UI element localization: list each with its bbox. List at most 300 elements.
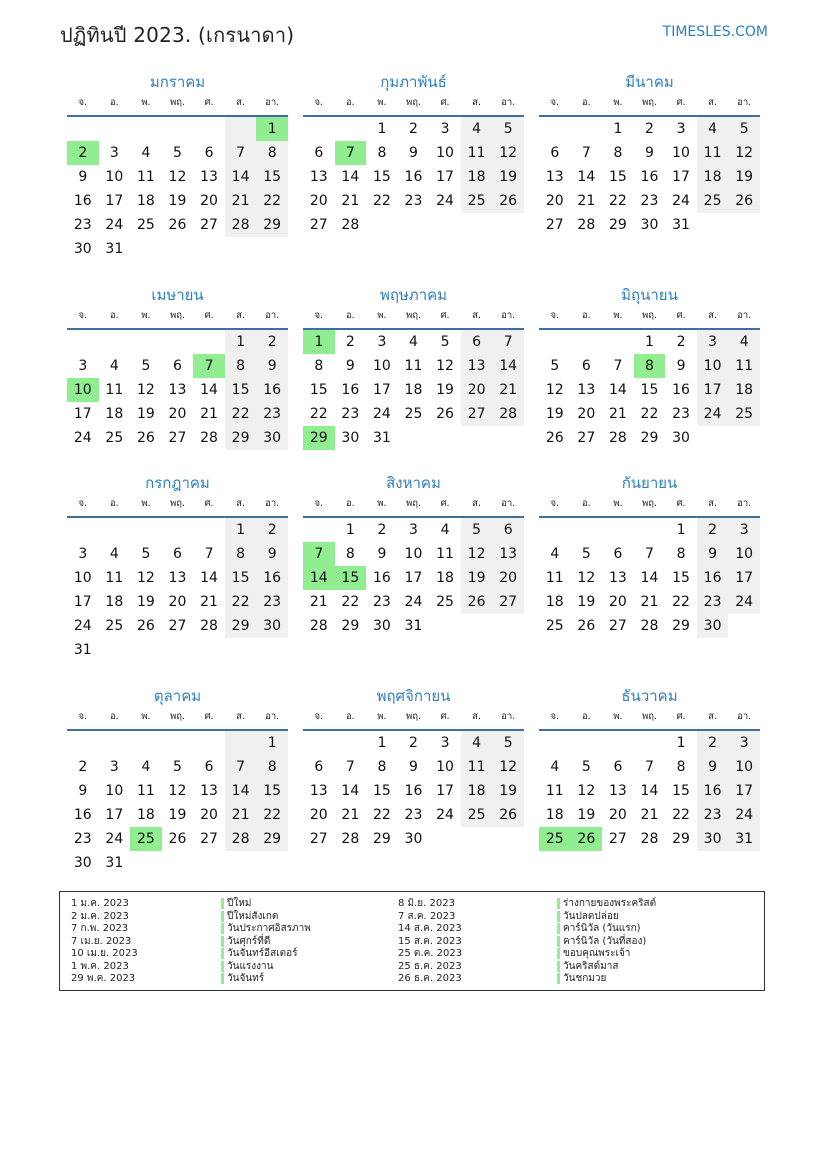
day-cell[interactable]: 21 <box>341 193 360 209</box>
day-cell[interactable]: 12 <box>168 783 187 799</box>
day-cell[interactable]: 26 <box>728 189 760 213</box>
day-cell[interactable]: 24 <box>372 406 391 422</box>
day-cell[interactable]: 10 <box>672 145 690 161</box>
day-cell[interactable]: 13 <box>577 382 596 398</box>
day-cell[interactable]: 22 <box>372 193 391 209</box>
day-cell[interactable]: 27 <box>577 430 596 446</box>
day-cell[interactable]: 24 <box>672 193 690 209</box>
day-cell[interactable]: 29 <box>672 831 690 847</box>
day-cell[interactable]: 22 <box>341 594 360 610</box>
day-cell[interactable]: 4 <box>461 731 493 755</box>
day-cell[interactable]: 25 <box>105 430 124 446</box>
day-cell[interactable]: 22 <box>225 402 257 426</box>
day-cell[interactable]: 24 <box>436 807 454 823</box>
day-cell[interactable]: 7 <box>581 145 591 161</box>
day-cell[interactable]: 24 <box>728 590 760 614</box>
day-cell[interactable]: 8 <box>377 145 387 161</box>
day-cell[interactable]: 9 <box>78 169 88 185</box>
day-cell[interactable]: 16 <box>404 783 423 799</box>
day-cell[interactable]: 17 <box>697 378 729 402</box>
day-cell[interactable]: 9 <box>256 542 288 566</box>
day-cell[interactable]: 1 <box>225 518 257 542</box>
day-cell[interactable]: 7 <box>193 354 225 378</box>
day-cell[interactable]: 10 <box>105 169 124 185</box>
day-cell[interactable]: 3 <box>440 735 450 751</box>
day-cell[interactable]: 20 <box>309 193 328 209</box>
day-cell[interactable]: 5 <box>550 358 560 374</box>
day-cell[interactable]: 20 <box>461 378 493 402</box>
day-cell[interactable]: 1 <box>345 522 355 538</box>
day-cell[interactable]: 2 <box>78 759 88 775</box>
day-cell[interactable]: 27 <box>608 618 627 634</box>
day-cell[interactable]: 17 <box>728 779 760 803</box>
day-cell[interactable]: 19 <box>461 566 493 590</box>
day-cell[interactable]: 10 <box>73 570 92 586</box>
day-cell[interactable]: 11 <box>136 783 155 799</box>
day-cell[interactable]: 2 <box>256 518 288 542</box>
day-cell[interactable]: 3 <box>109 759 119 775</box>
day-cell[interactable]: 7 <box>613 358 623 374</box>
day-cell[interactable]: 13 <box>200 169 218 185</box>
day-cell[interactable]: 25 <box>461 803 493 827</box>
day-cell[interactable]: 31 <box>672 217 690 233</box>
day-cell[interactable]: 16 <box>672 382 690 398</box>
day-cell[interactable]: 1 <box>256 731 288 755</box>
day-cell[interactable]: 2 <box>676 334 686 350</box>
day-cell[interactable]: 27 <box>200 831 218 847</box>
day-cell[interactable]: 25 <box>461 189 493 213</box>
day-cell[interactable]: 22 <box>640 406 659 422</box>
day-cell[interactable]: 7 <box>492 330 524 354</box>
day-cell[interactable]: 30 <box>341 430 360 446</box>
day-cell[interactable]: 27 <box>461 402 493 426</box>
day-cell[interactable]: 22 <box>256 803 288 827</box>
day-cell[interactable]: 26 <box>492 803 524 827</box>
day-cell[interactable]: 10 <box>436 759 454 775</box>
day-cell[interactable]: 15 <box>672 570 690 586</box>
day-cell[interactable]: 10 <box>105 783 124 799</box>
day-cell[interactable]: 8 <box>676 759 686 775</box>
day-cell[interactable]: 21 <box>577 193 596 209</box>
day-cell[interactable]: 2 <box>409 735 418 751</box>
day-cell[interactable]: 11 <box>105 382 124 398</box>
day-cell[interactable]: 5 <box>492 117 524 141</box>
day-cell[interactable]: 18 <box>461 779 493 803</box>
day-cell[interactable]: 22 <box>309 406 328 422</box>
day-cell[interactable]: 5 <box>173 759 182 775</box>
day-cell[interactable]: 19 <box>492 165 524 189</box>
day-cell[interactable]: 6 <box>613 759 623 775</box>
day-cell[interactable]: 30 <box>73 855 92 871</box>
day-cell[interactable]: 5 <box>581 759 591 775</box>
day-cell[interactable]: 4 <box>728 330 760 354</box>
day-cell[interactable]: 14 <box>225 165 257 189</box>
day-cell[interactable]: 30 <box>73 241 92 257</box>
day-cell[interactable]: 29 <box>303 426 335 450</box>
day-cell[interactable]: 29 <box>640 430 659 446</box>
day-cell[interactable]: 1 <box>676 735 686 751</box>
day-cell[interactable]: 21 <box>492 378 524 402</box>
day-cell[interactable]: 19 <box>728 165 760 189</box>
day-cell[interactable]: 10 <box>728 755 760 779</box>
day-cell[interactable]: 14 <box>640 570 659 586</box>
day-cell[interactable]: 17 <box>672 169 690 185</box>
day-cell[interactable]: 28 <box>640 618 659 634</box>
day-cell[interactable]: 20 <box>608 807 627 823</box>
day-cell[interactable]: 11 <box>545 570 564 586</box>
day-cell[interactable]: 19 <box>577 594 596 610</box>
day-cell[interactable]: 1 <box>377 735 387 751</box>
day-cell[interactable]: 2 <box>697 518 729 542</box>
day-cell[interactable]: 21 <box>200 406 218 422</box>
day-cell[interactable]: 18 <box>436 570 454 586</box>
day-cell[interactable]: 24 <box>697 402 729 426</box>
day-cell[interactable]: 29 <box>256 213 288 237</box>
day-cell[interactable]: 17 <box>436 169 454 185</box>
site-link[interactable]: TIMESLES.COM <box>662 24 768 40</box>
day-cell[interactable]: 9 <box>377 546 387 562</box>
day-cell[interactable]: 6 <box>550 145 560 161</box>
day-cell[interactable]: 3 <box>728 731 760 755</box>
day-cell[interactable]: 15 <box>225 378 257 402</box>
day-cell[interactable]: 27 <box>168 430 187 446</box>
day-cell[interactable]: 9 <box>645 145 654 161</box>
day-cell[interactable]: 5 <box>728 117 760 141</box>
day-cell[interactable]: 23 <box>341 406 360 422</box>
day-cell[interactable]: 31 <box>73 642 92 658</box>
day-cell[interactable]: 8 <box>676 546 686 562</box>
day-cell[interactable]: 30 <box>372 618 391 634</box>
day-cell[interactable]: 26 <box>136 618 155 634</box>
day-cell[interactable]: 13 <box>492 542 524 566</box>
day-cell[interactable]: 6 <box>314 759 324 775</box>
day-cell[interactable]: 9 <box>345 358 355 374</box>
day-cell[interactable]: 9 <box>676 358 686 374</box>
day-cell[interactable]: 12 <box>436 358 454 374</box>
day-cell[interactable]: 26 <box>168 217 187 233</box>
day-cell[interactable]: 18 <box>728 378 760 402</box>
day-cell[interactable]: 29 <box>608 217 627 233</box>
day-cell[interactable]: 30 <box>404 831 423 847</box>
day-cell[interactable]: 28 <box>577 217 596 233</box>
day-cell[interactable]: 9 <box>409 759 418 775</box>
day-cell[interactable]: 16 <box>697 779 729 803</box>
day-cell[interactable]: 19 <box>436 382 454 398</box>
day-cell[interactable]: 11 <box>697 141 729 165</box>
day-cell[interactable]: 6 <box>492 518 524 542</box>
day-cell[interactable]: 4 <box>461 117 493 141</box>
day-cell[interactable]: 12 <box>577 783 596 799</box>
day-cell[interactable]: 20 <box>545 193 564 209</box>
day-cell[interactable]: 26 <box>577 618 596 634</box>
day-cell[interactable]: 28 <box>341 217 360 233</box>
day-cell[interactable]: 30 <box>256 614 288 638</box>
day-cell[interactable]: 30 <box>672 430 690 446</box>
day-cell[interactable]: 17 <box>404 570 423 586</box>
day-cell[interactable]: 3 <box>440 121 450 137</box>
day-cell[interactable]: 4 <box>440 522 450 538</box>
day-cell[interactable]: 16 <box>372 570 391 586</box>
day-cell[interactable]: 4 <box>697 117 729 141</box>
day-cell[interactable]: 16 <box>697 566 729 590</box>
day-cell[interactable]: 23 <box>404 807 423 823</box>
day-cell[interactable]: 10 <box>436 145 454 161</box>
day-cell[interactable]: 10 <box>372 358 391 374</box>
day-cell[interactable]: 14 <box>577 169 596 185</box>
day-cell[interactable]: 7 <box>225 755 257 779</box>
day-cell[interactable]: 20 <box>492 566 524 590</box>
day-cell[interactable]: 15 <box>372 783 391 799</box>
day-cell[interactable]: 4 <box>109 358 119 374</box>
day-cell[interactable]: 16 <box>256 566 288 590</box>
day-cell[interactable]: 23 <box>697 590 729 614</box>
day-cell[interactable]: 12 <box>168 169 187 185</box>
day-cell[interactable]: 7 <box>335 141 367 165</box>
day-cell[interactable]: 4 <box>409 334 418 350</box>
day-cell[interactable]: 30 <box>640 217 659 233</box>
day-cell[interactable]: 13 <box>168 570 187 586</box>
day-cell[interactable]: 31 <box>105 241 124 257</box>
day-cell[interactable]: 13 <box>461 354 493 378</box>
day-cell[interactable]: 24 <box>436 193 454 209</box>
day-cell[interactable]: 8 <box>225 542 257 566</box>
day-cell[interactable]: 11 <box>461 141 493 165</box>
day-cell[interactable]: 5 <box>141 358 151 374</box>
day-cell[interactable]: 3 <box>78 358 88 374</box>
day-cell[interactable]: 12 <box>577 570 596 586</box>
day-cell[interactable]: 12 <box>136 382 155 398</box>
day-cell[interactable]: 12 <box>492 141 524 165</box>
day-cell[interactable]: 24 <box>728 803 760 827</box>
day-cell[interactable]: 21 <box>341 807 360 823</box>
day-cell[interactable]: 6 <box>204 759 214 775</box>
day-cell[interactable]: 7 <box>225 141 257 165</box>
day-cell[interactable]: 5 <box>440 334 450 350</box>
day-cell[interactable]: 29 <box>341 618 360 634</box>
day-cell[interactable]: 18 <box>545 807 564 823</box>
day-cell[interactable]: 22 <box>608 193 627 209</box>
day-cell[interactable]: 2 <box>645 121 654 137</box>
day-cell[interactable]: 31 <box>728 827 760 851</box>
day-cell[interactable]: 23 <box>256 590 288 614</box>
day-cell[interactable]: 22 <box>225 590 257 614</box>
day-cell[interactable]: 19 <box>168 193 187 209</box>
day-cell[interactable]: 18 <box>136 193 155 209</box>
day-cell[interactable]: 3 <box>697 330 729 354</box>
day-cell[interactable]: 25 <box>436 594 454 610</box>
day-cell[interactable]: 10 <box>404 546 423 562</box>
day-cell[interactable]: 14 <box>225 779 257 803</box>
day-cell[interactable]: 3 <box>728 518 760 542</box>
day-cell[interactable]: 17 <box>105 807 124 823</box>
day-cell[interactable]: 28 <box>492 402 524 426</box>
day-cell[interactable]: 23 <box>73 831 92 847</box>
day-cell[interactable]: 12 <box>136 570 155 586</box>
day-cell[interactable]: 6 <box>204 145 214 161</box>
day-cell[interactable]: 21 <box>640 594 659 610</box>
day-cell[interactable]: 20 <box>608 594 627 610</box>
day-cell[interactable]: 27 <box>309 831 328 847</box>
day-cell[interactable]: 24 <box>73 618 92 634</box>
day-cell[interactable]: 27 <box>200 217 218 233</box>
day-cell[interactable]: 8 <box>634 354 666 378</box>
day-cell[interactable]: 17 <box>73 594 92 610</box>
day-cell[interactable]: 29 <box>225 426 257 450</box>
day-cell[interactable]: 13 <box>608 570 627 586</box>
day-cell[interactable]: 8 <box>377 759 387 775</box>
day-cell[interactable]: 24 <box>105 217 124 233</box>
day-cell[interactable]: 4 <box>550 759 560 775</box>
day-cell[interactable]: 3 <box>676 121 686 137</box>
day-cell[interactable]: 1 <box>225 330 257 354</box>
day-cell[interactable]: 1 <box>303 330 335 354</box>
day-cell[interactable]: 12 <box>492 755 524 779</box>
day-cell[interactable]: 28 <box>225 213 257 237</box>
day-cell[interactable]: 26 <box>545 430 564 446</box>
day-cell[interactable]: 23 <box>256 402 288 426</box>
day-cell[interactable]: 19 <box>545 406 564 422</box>
day-cell[interactable]: 29 <box>672 618 690 634</box>
day-cell[interactable]: 9 <box>256 354 288 378</box>
day-cell[interactable]: 13 <box>309 783 328 799</box>
day-cell[interactable]: 16 <box>640 169 659 185</box>
day-cell[interactable]: 24 <box>73 430 92 446</box>
day-cell[interactable]: 21 <box>225 189 257 213</box>
day-cell[interactable]: 23 <box>404 193 423 209</box>
day-cell[interactable]: 17 <box>436 783 454 799</box>
day-cell[interactable]: 19 <box>492 779 524 803</box>
day-cell[interactable]: 19 <box>136 594 155 610</box>
day-cell[interactable]: 13 <box>200 783 218 799</box>
day-cell[interactable]: 15 <box>256 779 288 803</box>
day-cell[interactable]: 9 <box>78 783 88 799</box>
day-cell[interactable]: 13 <box>545 169 564 185</box>
day-cell[interactable]: 15 <box>672 783 690 799</box>
day-cell[interactable]: 6 <box>613 546 623 562</box>
day-cell[interactable]: 11 <box>461 755 493 779</box>
day-cell[interactable]: 16 <box>73 193 92 209</box>
day-cell[interactable]: 2 <box>256 330 288 354</box>
day-cell[interactable]: 25 <box>404 406 423 422</box>
day-cell[interactable]: 20 <box>168 594 187 610</box>
day-cell[interactable]: 13 <box>309 169 328 185</box>
day-cell[interactable]: 8 <box>225 354 257 378</box>
day-cell[interactable]: 7 <box>645 759 654 775</box>
day-cell[interactable]: 3 <box>409 522 418 538</box>
day-cell[interactable]: 28 <box>341 831 360 847</box>
day-cell[interactable]: 17 <box>73 406 92 422</box>
day-cell[interactable]: 3 <box>377 334 387 350</box>
day-cell[interactable]: 15 <box>225 566 257 590</box>
day-cell[interactable]: 8 <box>256 141 288 165</box>
day-cell[interactable]: 8 <box>613 145 623 161</box>
day-cell[interactable]: 5 <box>461 518 493 542</box>
day-cell[interactable]: 11 <box>545 783 564 799</box>
day-cell[interactable]: 2 <box>377 522 387 538</box>
day-cell[interactable]: 14 <box>303 566 335 590</box>
day-cell[interactable]: 9 <box>697 755 729 779</box>
day-cell[interactable]: 15 <box>608 169 627 185</box>
day-cell[interactable]: 1 <box>676 522 686 538</box>
day-cell[interactable]: 7 <box>645 546 654 562</box>
day-cell[interactable]: 8 <box>256 755 288 779</box>
day-cell[interactable]: 20 <box>168 406 187 422</box>
day-cell[interactable]: 8 <box>314 358 324 374</box>
day-cell[interactable]: 21 <box>309 594 328 610</box>
day-cell[interactable]: 21 <box>225 803 257 827</box>
day-cell[interactable]: 26 <box>136 430 155 446</box>
day-cell[interactable]: 21 <box>608 406 627 422</box>
day-cell[interactable]: 30 <box>256 426 288 450</box>
day-cell[interactable]: 18 <box>461 165 493 189</box>
day-cell[interactable]: 11 <box>404 358 423 374</box>
day-cell[interactable]: 15 <box>256 165 288 189</box>
day-cell[interactable]: 26 <box>461 590 493 614</box>
day-cell[interactable]: 14 <box>640 783 659 799</box>
day-cell[interactable]: 11 <box>105 570 124 586</box>
day-cell[interactable]: 16 <box>341 382 360 398</box>
day-cell[interactable]: 18 <box>105 406 124 422</box>
day-cell[interactable]: 28 <box>640 831 659 847</box>
day-cell[interactable]: 22 <box>372 807 391 823</box>
day-cell[interactable]: 31 <box>404 618 423 634</box>
day-cell[interactable]: 24 <box>105 831 124 847</box>
day-cell[interactable]: 18 <box>545 594 564 610</box>
day-cell[interactable]: 16 <box>256 378 288 402</box>
day-cell[interactable]: 10 <box>697 354 729 378</box>
day-cell[interactable]: 2 <box>345 334 355 350</box>
day-cell[interactable]: 14 <box>200 570 218 586</box>
day-cell[interactable]: 6 <box>581 358 591 374</box>
day-cell[interactable]: 25 <box>697 189 729 213</box>
day-cell[interactable]: 5 <box>173 145 182 161</box>
day-cell[interactable]: 29 <box>256 827 288 851</box>
day-cell[interactable]: 27 <box>545 217 564 233</box>
day-cell[interactable]: 6 <box>173 546 182 562</box>
day-cell[interactable]: 27 <box>309 217 328 233</box>
day-cell[interactable]: 9 <box>697 542 729 566</box>
day-cell[interactable]: 18 <box>697 165 729 189</box>
day-cell[interactable]: 2 <box>67 141 99 165</box>
day-cell[interactable]: 14 <box>341 169 360 185</box>
day-cell[interactable]: 12 <box>545 382 564 398</box>
day-cell[interactable]: 21 <box>200 594 218 610</box>
day-cell[interactable]: 1 <box>613 121 623 137</box>
day-cell[interactable]: 26 <box>492 189 524 213</box>
day-cell[interactable]: 31 <box>105 855 124 871</box>
day-cell[interactable]: 21 <box>640 807 659 823</box>
day-cell[interactable]: 7 <box>204 546 214 562</box>
day-cell[interactable]: 30 <box>697 614 729 638</box>
day-cell[interactable]: 1 <box>377 121 387 137</box>
day-cell[interactable]: 5 <box>581 546 591 562</box>
day-cell[interactable]: 18 <box>105 594 124 610</box>
day-cell[interactable]: 10 <box>67 378 99 402</box>
day-cell[interactable]: 22 <box>256 189 288 213</box>
day-cell[interactable]: 13 <box>168 382 187 398</box>
day-cell[interactable]: 25 <box>545 618 564 634</box>
day-cell[interactable]: 13 <box>608 783 627 799</box>
day-cell[interactable]: 27 <box>608 831 627 847</box>
day-cell[interactable]: 20 <box>200 807 218 823</box>
day-cell[interactable]: 17 <box>728 566 760 590</box>
day-cell[interactable]: 23 <box>697 803 729 827</box>
day-cell[interactable]: 25 <box>130 827 162 851</box>
day-cell[interactable]: 4 <box>141 759 151 775</box>
day-cell[interactable]: 6 <box>173 358 182 374</box>
day-cell[interactable]: 3 <box>109 145 119 161</box>
day-cell[interactable]: 27 <box>168 618 187 634</box>
